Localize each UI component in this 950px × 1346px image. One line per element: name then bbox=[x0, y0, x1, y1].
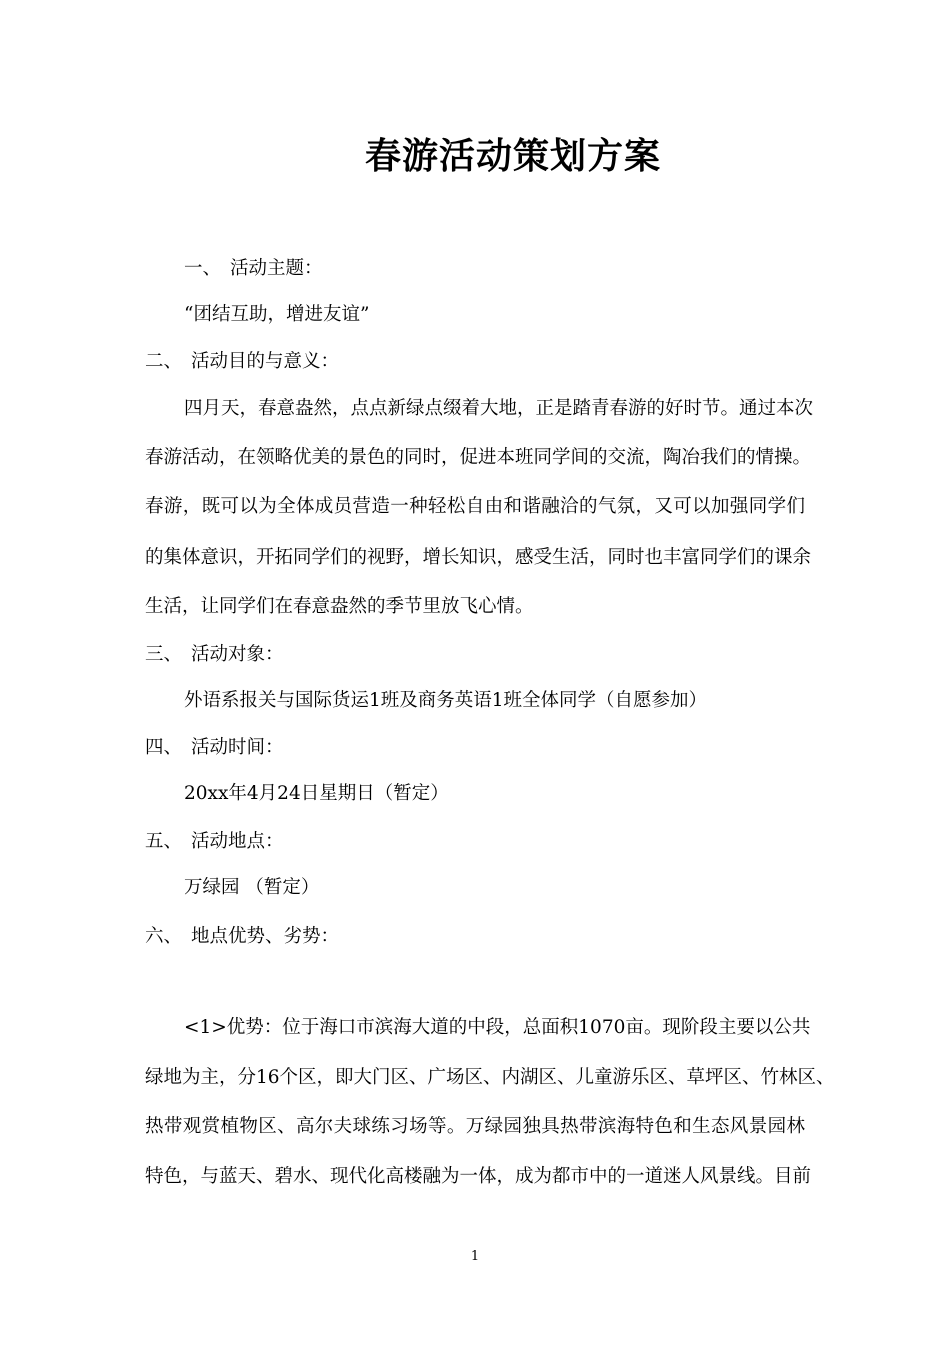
section-1-number: 一、 bbox=[184, 258, 222, 279]
section-5-title: 活动地点： bbox=[191, 831, 284, 852]
section-6-paragraph-line: 绿地为主，分16个区，即大门区、广场区、内湖区、儿童游乐区、草坪区、竹林区、 bbox=[145, 1067, 835, 1088]
section-2-paragraph-line: 生活，让同学们在春意盎然的季节里放飞心情。 bbox=[145, 596, 534, 617]
section-6-paragraph-line: 热带观赏植物区、高尔夫球练习场等。万绿园独具热带滨海特色和生态风景园林 bbox=[145, 1116, 805, 1137]
section-2-paragraph-line: 的集体意识，开拓同学们的视野，增长知识，感受生活，同时也丰富同学们的课余 bbox=[145, 547, 812, 568]
section-1-content: “团结互助，增进友谊” bbox=[184, 304, 370, 325]
document-title: 春游活动策划方案 bbox=[364, 135, 661, 177]
section-5-content: 万绿园 （暂定） bbox=[184, 877, 320, 898]
section-2-number: 二、 bbox=[145, 351, 183, 372]
section-2-heading bbox=[145, 350, 339, 374]
page-number: 1 bbox=[470, 1249, 480, 1264]
section-1-heading bbox=[184, 257, 323, 281]
section-5-heading bbox=[145, 830, 284, 854]
section-4-title: 活动时间： bbox=[191, 737, 284, 758]
section-6-paragraph-line: <1>优势：位于海口市滨海大道的中段，总面积1070亩。现阶段主要以公共 bbox=[184, 1017, 811, 1038]
section-4-content: 20xx年4月24日星期日（暂定） bbox=[184, 783, 449, 804]
section-5-number: 五、 bbox=[145, 831, 183, 852]
section-6-heading bbox=[145, 925, 339, 949]
section-6-number: 六、 bbox=[145, 926, 183, 947]
section-4-heading bbox=[145, 736, 284, 760]
section-3-content: 外语系报关与国际货运1班及商务英语1班全体同学（自愿参加） bbox=[184, 690, 708, 711]
section-2-paragraph-line: 春游活动，在领略优美的景色的同时，促进本班同学间的交流，陶冶我们的情操。 bbox=[145, 447, 812, 468]
section-3-number: 三、 bbox=[145, 644, 183, 665]
section-3-title: 活动对象： bbox=[191, 644, 284, 665]
section-4-number: 四、 bbox=[145, 737, 183, 758]
section-2-paragraph-line: 四月天，春意盎然，点点新绿点缀着大地，正是踏青春游的好时节。通过本次 bbox=[184, 398, 814, 419]
section-3-heading bbox=[145, 643, 284, 667]
section-6-title: 地点优势、劣势： bbox=[191, 926, 340, 947]
section-2-paragraph-line: 春游，既可以为全体成员营造一种轻松自由和谐融洽的气氛，又可以加强同学们 bbox=[145, 496, 805, 517]
section-6-paragraph-line: 特色，与蓝天、碧水、现代化高楼融为一体，成为都市中的一道迷人风景线。目前 bbox=[145, 1166, 812, 1187]
section-2-title: 活动目的与意义： bbox=[191, 351, 340, 372]
section-1-title: 活动主题： bbox=[230, 258, 323, 279]
